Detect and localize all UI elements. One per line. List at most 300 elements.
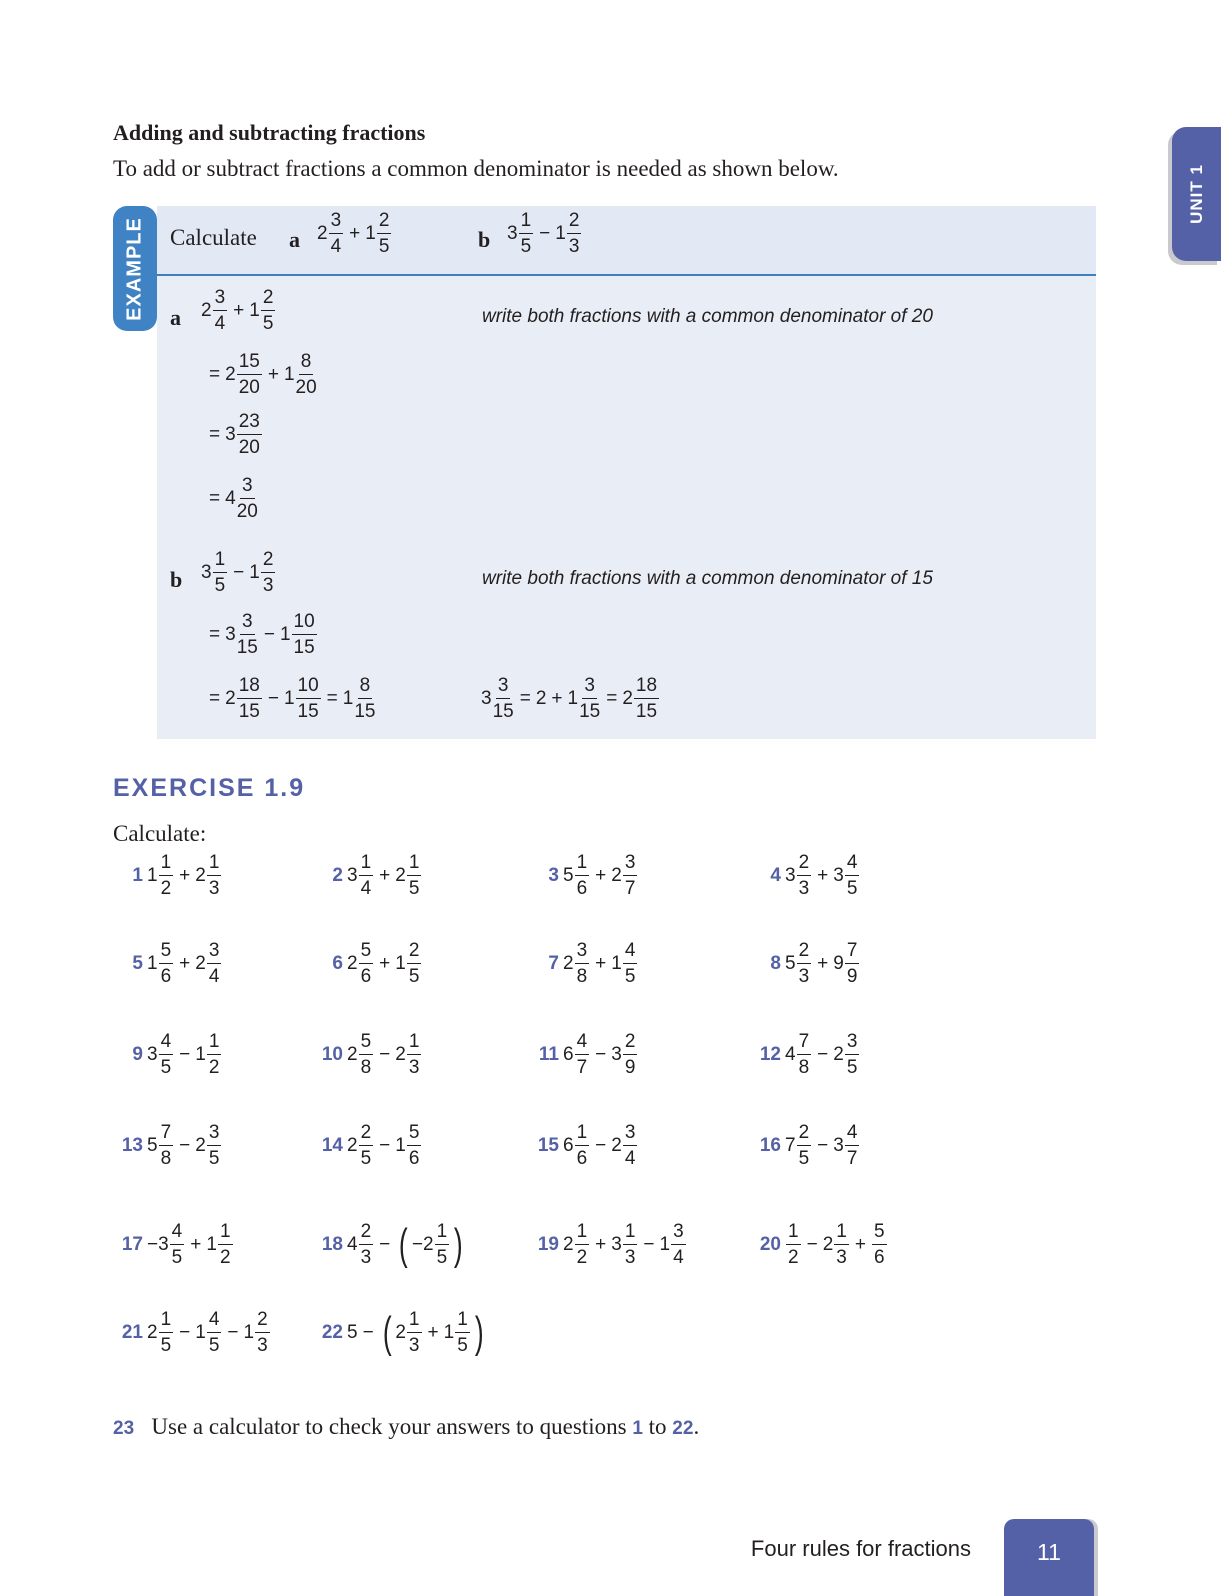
exercise-question <box>313 1307 487 1357</box>
exercise-question <box>113 1032 222 1077</box>
numerator: 3 <box>329 211 344 234</box>
whole-number: 3 <box>147 1043 158 1065</box>
numerator: 2 <box>797 853 812 876</box>
denominator: 8 <box>360 1057 372 1078</box>
question-number: 5 <box>132 952 143 974</box>
fraction <box>575 853 590 898</box>
question-23 <box>113 1414 699 1440</box>
whole-number: 1 <box>283 363 295 385</box>
whole-number: 1 <box>279 623 291 645</box>
numerator: 2 <box>407 941 422 964</box>
denominator: 6 <box>160 966 172 987</box>
denominator: 20 <box>238 437 260 458</box>
denominator: 8 <box>798 1057 810 1078</box>
whole-number: 5 <box>785 952 796 974</box>
question-number: 3 <box>548 864 559 886</box>
fraction <box>329 211 344 256</box>
question-number: 7 <box>548 952 559 974</box>
operator: − <box>379 1233 391 1255</box>
operator: + <box>267 363 279 385</box>
operator: − <box>379 1043 391 1065</box>
operator: = <box>209 623 221 645</box>
numerator: 18 <box>634 676 659 699</box>
denominator: 7 <box>576 1057 588 1078</box>
operator: − <box>179 1043 191 1065</box>
whole-number: 2 <box>195 1134 206 1156</box>
numerator: 1 <box>519 211 534 234</box>
exercise-question <box>313 853 422 898</box>
operator: − <box>267 687 279 709</box>
denominator: 5 <box>208 1335 220 1356</box>
numerator: 1 <box>623 1222 638 1245</box>
part-b-label: b <box>170 567 183 592</box>
exercise-question <box>751 1222 888 1267</box>
whole-number: 2 <box>611 1134 622 1156</box>
example-box <box>157 206 1096 739</box>
denominator: 5 <box>457 1335 468 1356</box>
numerator: 5 <box>407 1123 422 1146</box>
question-number: 2 <box>332 864 343 886</box>
denominator: 3 <box>624 1247 636 1268</box>
numerator: 1 <box>207 853 222 876</box>
denominator: 15 <box>297 701 319 722</box>
numerator: 10 <box>296 676 321 699</box>
denominator: 15 <box>354 701 376 722</box>
operator: − <box>817 1134 829 1156</box>
exercise-title: EXERCISE 1.9 <box>113 774 306 802</box>
numerator: 2 <box>797 1123 812 1146</box>
numerator: 23 <box>237 412 262 435</box>
numerator: 2 <box>797 941 812 964</box>
q23-text-before: Use a calculator to check your answers to questions <box>151 1414 633 1439</box>
whole-number: 3 <box>833 864 844 886</box>
whole-number: 2 <box>147 1321 158 1343</box>
numerator: 2 <box>261 550 276 573</box>
operator: − <box>595 1043 607 1065</box>
numerator: 5 <box>359 941 374 964</box>
denominator: 3 <box>262 575 274 596</box>
whole-number: 1 <box>443 1321 455 1343</box>
part-b-side-note <box>481 676 660 721</box>
denominator: 5 <box>378 236 390 257</box>
fraction <box>872 1222 887 1267</box>
exercise-question <box>113 1310 271 1355</box>
numerator: 1 <box>407 853 422 876</box>
denominator: 3 <box>208 878 220 899</box>
fraction <box>797 853 812 898</box>
fraction <box>159 1032 174 1077</box>
denominator: 6 <box>873 1247 885 1268</box>
fraction <box>623 1222 638 1267</box>
fraction <box>671 1222 686 1267</box>
denominator: 2 <box>160 878 172 899</box>
whole-number: 1 <box>249 299 260 321</box>
numerator: 2 <box>377 211 392 234</box>
whole-number: 6 <box>563 1134 574 1156</box>
whole-number: 2 <box>225 363 236 385</box>
question-number: 9 <box>132 1043 143 1065</box>
whole-number: 2 <box>195 952 206 974</box>
exercise-question <box>313 941 422 986</box>
fraction <box>159 1310 174 1355</box>
numerator: 8 <box>299 352 314 375</box>
denominator: 15 <box>492 701 514 722</box>
denominator: 3 <box>568 236 580 257</box>
whole-number: 2 <box>317 222 328 244</box>
denominator: 5 <box>436 1247 448 1268</box>
numerator: 3 <box>207 941 222 964</box>
denominator: 3 <box>360 1247 372 1268</box>
fraction <box>237 612 258 657</box>
whole-number: 1 <box>147 952 158 974</box>
fraction <box>567 211 582 256</box>
fraction <box>845 1032 860 1077</box>
question-number: 23 <box>113 1418 135 1439</box>
numerator: 7 <box>797 1032 812 1055</box>
unit-tab-label: UNIT 1 <box>1186 164 1206 224</box>
operator: + <box>427 1321 439 1343</box>
whole-number: 2 <box>225 687 236 709</box>
denominator: 5 <box>171 1247 183 1268</box>
numerator: 1 <box>159 853 174 876</box>
question-number: 1 <box>132 864 143 886</box>
denominator: 15 <box>635 701 658 722</box>
whole-number: 2 <box>347 1134 358 1156</box>
whole-number: 2 <box>822 1233 834 1255</box>
denominator: 8 <box>576 966 588 987</box>
denominator: 5 <box>208 1148 220 1169</box>
fraction <box>159 853 174 898</box>
numerator: 3 <box>496 676 511 699</box>
whole-number: 9 <box>833 952 844 974</box>
operator: = <box>519 687 531 709</box>
exercise-question <box>313 1032 422 1077</box>
q23-ref-1: 1 <box>632 1418 643 1439</box>
question-number: 22 <box>321 1321 343 1343</box>
exercise-instruction: Calculate: <box>113 821 207 846</box>
part-a-step-3 <box>204 412 263 457</box>
numerator: 1 <box>455 1310 470 1333</box>
whole-number: 2 <box>622 687 633 709</box>
numerator: 1 <box>407 1310 422 1333</box>
question-number: 4 <box>770 864 781 886</box>
numerator: 3 <box>671 1222 686 1245</box>
question-number: 17 <box>121 1233 143 1255</box>
denominator: 5 <box>798 1148 810 1169</box>
denominator: 15 <box>238 701 260 722</box>
whole-number: 3 <box>347 864 358 886</box>
whole-number: 5 <box>147 1134 158 1156</box>
numerator: 2 <box>255 1310 270 1333</box>
fraction <box>623 1032 638 1077</box>
question-number: 16 <box>759 1134 781 1156</box>
whole-number: 4 <box>785 1043 796 1065</box>
denominator: 2 <box>788 1247 799 1268</box>
denominator: 5 <box>408 966 420 987</box>
fraction <box>237 412 262 457</box>
whole-number: 2 <box>535 687 547 709</box>
section-title: Adding and subtracting fractions <box>113 120 426 145</box>
denominator: 3 <box>408 1057 420 1078</box>
numerator: 4 <box>159 1032 174 1055</box>
denominator: 2 <box>219 1247 231 1268</box>
fraction <box>359 1032 374 1077</box>
denominator: 5 <box>846 1057 858 1078</box>
whole-number: 1 <box>365 222 376 244</box>
fraction <box>237 676 262 721</box>
denominator: 3 <box>798 966 810 987</box>
numerator: 1 <box>213 550 228 573</box>
operator: − <box>806 1233 818 1255</box>
denominator: 5 <box>624 966 636 987</box>
part-a-step-1 <box>201 288 276 333</box>
denominator: 3 <box>836 1247 847 1268</box>
numerator: 2 <box>623 1032 638 1055</box>
example-calculate-label: Calculate <box>170 225 257 250</box>
numerator: 2 <box>567 211 582 234</box>
exercise-question <box>751 853 860 898</box>
whole-number: 1 <box>395 952 406 974</box>
exercise-question <box>313 1219 467 1269</box>
numerator: 5 <box>359 1032 374 1055</box>
exercise-question <box>113 941 222 986</box>
exercise-question <box>313 1123 422 1168</box>
denominator: 5 <box>160 1335 172 1356</box>
fraction <box>159 941 174 986</box>
question-number: 20 <box>759 1233 781 1255</box>
numerator: 1 <box>786 1222 801 1245</box>
numerator: 3 <box>845 1032 860 1055</box>
whole-number: 1 <box>206 1233 217 1255</box>
fraction <box>834 1222 849 1267</box>
exercise-question <box>751 1032 860 1077</box>
whole-number: 1 <box>195 1321 206 1343</box>
intro-text: To add or subtract fractions a common denominator is needed as shown below. <box>113 156 839 181</box>
fraction <box>207 1310 222 1355</box>
denominator: 6 <box>360 966 372 987</box>
denominator: 3 <box>798 878 810 899</box>
question-number: 11 <box>538 1043 559 1065</box>
question-number: 18 <box>321 1233 343 1255</box>
q23-ref-2: 22 <box>672 1418 694 1439</box>
numerator: 4 <box>845 853 860 876</box>
whole-number: 2 <box>195 864 206 886</box>
exercise-question <box>113 853 222 898</box>
numerator: 5 <box>159 941 174 964</box>
denominator: 8 <box>160 1148 172 1169</box>
parenthesis: ) <box>454 1219 463 1269</box>
fraction <box>207 1123 222 1168</box>
fraction <box>623 853 638 898</box>
numerator: 3 <box>207 1123 222 1146</box>
fraction <box>455 1310 470 1355</box>
fraction <box>579 676 600 721</box>
part-a-step-4 <box>204 476 259 521</box>
numerator: 1 <box>575 1222 590 1245</box>
question-a-expression <box>317 211 392 256</box>
whole-number: 3 <box>785 864 796 886</box>
operator: + <box>595 1233 607 1255</box>
fraction <box>845 1123 860 1168</box>
whole-number: 2 <box>395 864 406 886</box>
fraction <box>797 1123 812 1168</box>
whole-number: 7 <box>785 1134 796 1156</box>
denominator: 3 <box>257 1335 268 1356</box>
whole-number: 2 <box>611 864 622 886</box>
whole-number: 2 <box>563 1233 574 1255</box>
operator: + <box>551 687 563 709</box>
numerator: 1 <box>359 853 374 876</box>
example-tab-label: EXAMPLE <box>123 216 146 321</box>
denominator: 9 <box>846 966 858 987</box>
fraction <box>575 1123 590 1168</box>
numerator: 3 <box>575 941 590 964</box>
denominator: 6 <box>408 1148 420 1169</box>
numerator: 5 <box>872 1222 887 1245</box>
part-b-step-3 <box>204 676 376 721</box>
fraction <box>623 1123 638 1168</box>
numerator: 1 <box>407 1032 422 1055</box>
exercise-question <box>751 1123 860 1168</box>
whole-number: 1 <box>342 687 354 709</box>
fraction <box>261 550 276 595</box>
exercise-question <box>529 853 638 898</box>
numerator: 7 <box>159 1123 174 1146</box>
denominator: 3 <box>408 1335 420 1356</box>
denominator: 20 <box>295 377 317 398</box>
denominator: 15 <box>293 637 315 658</box>
fraction <box>213 288 228 333</box>
operator: = <box>209 487 221 509</box>
example-tab <box>113 206 157 331</box>
fraction <box>407 1032 422 1077</box>
operator: + <box>379 952 391 974</box>
question-number: 15 <box>537 1134 559 1156</box>
denominator: 20 <box>238 377 260 398</box>
whole-number: 3 <box>507 222 518 244</box>
exercise-question <box>529 941 638 986</box>
operator: − <box>362 1321 374 1343</box>
numerator: 1 <box>834 1222 849 1245</box>
numerator: 4 <box>170 1222 185 1245</box>
operator: − <box>643 1233 655 1255</box>
question-number: 14 <box>321 1134 343 1156</box>
whole-number: 1 <box>147 864 158 886</box>
whole-number: 3 <box>481 687 492 709</box>
fraction <box>407 1310 422 1355</box>
part-a-label: a <box>170 305 181 330</box>
fraction <box>377 211 392 256</box>
numerator: 4 <box>207 1310 222 1333</box>
fraction <box>359 1123 374 1168</box>
fraction <box>359 853 374 898</box>
operator: − <box>179 1321 191 1343</box>
fraction <box>575 1222 590 1267</box>
whole-number: 2 <box>395 1321 406 1343</box>
whole-number: 2 <box>347 952 358 974</box>
fraction <box>359 1222 374 1267</box>
q23-text-after: . <box>693 1414 700 1439</box>
whole-number: 1 <box>555 222 566 244</box>
whole-number: 3 <box>201 561 212 583</box>
numerator: 8 <box>358 676 373 699</box>
denominator: 9 <box>624 1057 636 1078</box>
operator: − <box>817 1043 829 1065</box>
operator: = <box>209 363 221 385</box>
whole-number: 1 <box>611 952 622 974</box>
question-b-expression <box>507 211 582 256</box>
operator: + <box>349 222 361 244</box>
whole-number: 1 <box>659 1233 671 1255</box>
numerator: 1 <box>159 1310 174 1333</box>
numerator: 4 <box>623 941 638 964</box>
whole-number: 6 <box>563 1043 574 1065</box>
fraction <box>845 941 860 986</box>
numerator: 1 <box>435 1222 450 1245</box>
whole-number: 1 <box>567 687 579 709</box>
fraction <box>296 676 321 721</box>
denominator: 2 <box>576 1247 588 1268</box>
denominator: 7 <box>624 878 636 899</box>
operator: − <box>227 1321 239 1343</box>
denominator: 7 <box>846 1148 858 1169</box>
fraction <box>519 211 534 256</box>
whole-number: 3 <box>611 1233 622 1255</box>
exercise-question <box>113 1123 222 1168</box>
page-number-box <box>1004 1519 1094 1596</box>
denominator: 5 <box>160 1057 172 1078</box>
denominator: 5 <box>214 575 226 596</box>
part-a-step-2 <box>204 352 318 397</box>
whole-number: 3 <box>225 423 236 445</box>
whole-number: 1 <box>249 561 260 583</box>
parenthesis: ( <box>399 1219 408 1269</box>
question-a-label: a <box>289 227 300 252</box>
numerator: 3 <box>623 853 638 876</box>
numerator: 10 <box>292 612 317 635</box>
whole-number: 2 <box>347 1043 358 1065</box>
fraction <box>634 676 659 721</box>
numerator: 1 <box>207 1032 222 1055</box>
fraction <box>207 941 222 986</box>
part-a-note: write both fractions with a common denominator of 20 <box>482 306 933 327</box>
fraction <box>237 476 258 521</box>
exercise-question <box>529 1032 638 1077</box>
operator: + <box>817 952 829 974</box>
question-number: 13 <box>121 1134 143 1156</box>
numerator: 3 <box>240 476 255 499</box>
numerator: 3 <box>213 288 228 311</box>
whole-number: 2 <box>563 952 574 974</box>
denominator: 5 <box>520 236 532 257</box>
fraction <box>407 1123 422 1168</box>
operator: + <box>179 864 191 886</box>
numerator: 2 <box>359 1222 374 1245</box>
denominator: 20 <box>236 501 258 522</box>
whole-number: 1 <box>195 1043 206 1065</box>
question-number: 8 <box>770 952 781 974</box>
denominator: 15 <box>579 701 601 722</box>
whole-number: 1 <box>395 1134 406 1156</box>
fraction <box>435 1222 450 1267</box>
operator: − <box>179 1134 191 1156</box>
denominator: 4 <box>214 313 226 334</box>
exercise-question <box>529 1123 638 1168</box>
numerator: 1 <box>575 1123 590 1146</box>
fraction <box>218 1222 233 1267</box>
operator: + <box>817 864 829 886</box>
whole-number: −2 <box>411 1233 434 1255</box>
